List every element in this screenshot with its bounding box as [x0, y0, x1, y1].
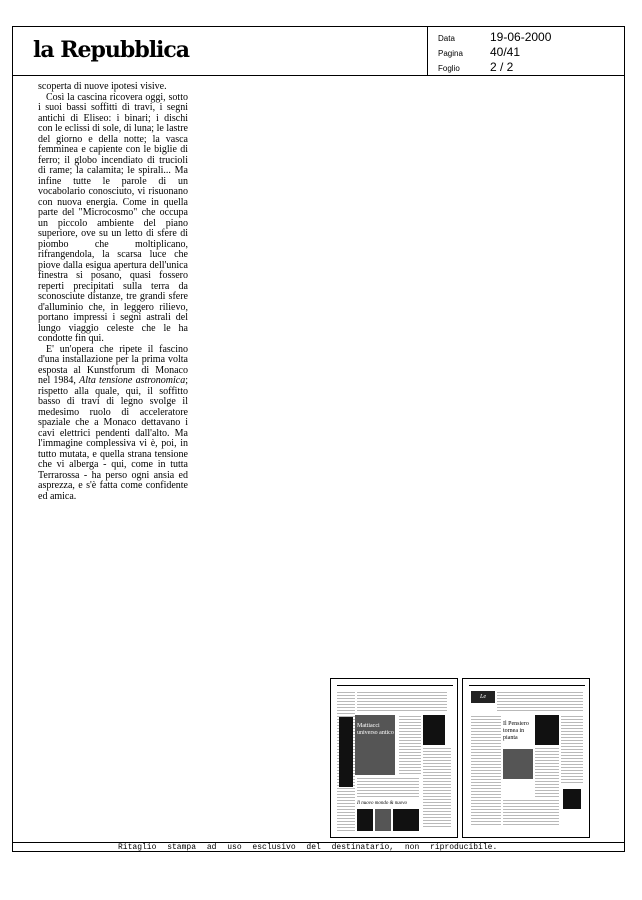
- thumb-photo: [375, 809, 391, 831]
- page-value: 40/41: [490, 45, 521, 59]
- thumb-text-column: [497, 691, 583, 713]
- sheet-row: [438, 60, 513, 74]
- thumb-text-column: [535, 747, 559, 797]
- thumb-photo: [357, 809, 373, 831]
- thumb-photo: [563, 789, 581, 809]
- sheet-label: Foglio: [438, 64, 460, 73]
- date-value: 19-06-2000: [490, 30, 552, 44]
- thumb-header-rule: [469, 685, 585, 686]
- thumb-text-column: [357, 777, 419, 799]
- thumb-text-column: [423, 747, 451, 827]
- page-row: [438, 45, 520, 59]
- article-paragraph: [38, 345, 188, 503]
- clipping-content: [12, 76, 625, 842]
- thumb-text-column: [561, 715, 583, 785]
- article-text: E' un'opera che ripete il fascino d'una installazione per la prima volta esposta al Kunstforum di Monaco nel 1984,: [38, 343, 188, 386]
- article-text: ; rispetto alla quale, qui, il soffitto basso di travi di legno svolge il medesimo ruolo di acceleratore spaziale che a Monaco dettavano i cavi elettrici pendenti dall'alto. Ma l'immagine complessiva vi è, poi, in tutto mutata, e quella strana tensione che vi alberga - qui, come in tutta Terrarossa - ha perso ogni ansia ed asprezza, e s'è fatta come confidente ed amica.: [38, 375, 188, 502]
- page-thumbnail-left: [330, 678, 458, 838]
- copyright-notice: Ritaglio stampa ad uso esclusivo del destinatario, non riproducibile.: [118, 843, 498, 852]
- article-paragraph: scoperta di nuove ipotesi visive.: [38, 81, 167, 92]
- thumb-text-column: [471, 715, 501, 825]
- clipping-meta: [428, 27, 624, 75]
- thumb-photo: [535, 715, 559, 745]
- thumb-caption: Mattiacci universo antico: [357, 723, 394, 736]
- date-row: [438, 30, 551, 44]
- date-label: Data: [438, 34, 455, 43]
- thumb-caption: Il Pensiero tornea in pianta: [503, 721, 529, 741]
- copyright-footer: [12, 842, 625, 852]
- masthead: [13, 27, 428, 75]
- article-column: [38, 82, 188, 502]
- artwork-title: Alta tensione astronomica: [79, 375, 186, 386]
- newspaper-logo: la Repubblica: [33, 37, 190, 63]
- thumb-text-column: [357, 691, 447, 713]
- page-thumbnail-right: [462, 678, 590, 838]
- thumb-section-title: Le Mostre: [471, 691, 495, 703]
- thumb-header-rule: [337, 685, 453, 686]
- clipping-header: [12, 26, 625, 76]
- thumb-photo: [503, 749, 533, 779]
- page-label: Pagina: [438, 49, 463, 58]
- thumb-text-column: [503, 799, 559, 827]
- sheet-value: 2 / 2: [490, 60, 514, 74]
- thumb-photo: [339, 717, 353, 787]
- thumb-photo: [393, 809, 419, 831]
- thumb-photo: [423, 715, 445, 745]
- article-paragraph: Così la cascina ricovera oggi, sotto i suoi bassi soffitti di travi, i segni antichi di Eliseo: i binari; i dischi con le eclissi di sole, di luna; le lastre del giorno e della notte; la vasca femminea e capiente con le biglie di ferro; il globo incendiato di trucioli di rame; la calamita; le spirali... Ma infine tutte le parole di un vocabolario conosciuto, vi risuonano con nuova energia. Come in quella parte del "Microcosmo" che occupa un piccolo ambiente del piano superiore, ove su un letto di sfere di piombo che moltiplicano, rifrangendola, la scarsa luce che piove dalla esigua apertura dell'unica finestra si posano, quasi fossero reperti precipitati sulla terra da sconosciute distanze, tre grandi sfere d'alluminio che, in leggero rilievo, portano impressi i segni astrali del lungo viaggio celeste che le ha condotte fin qui.: [38, 91, 188, 344]
- thumb-text-column: [399, 715, 421, 775]
- thumb-banner: Il nuovo mondo & nuovo: [357, 801, 407, 806]
